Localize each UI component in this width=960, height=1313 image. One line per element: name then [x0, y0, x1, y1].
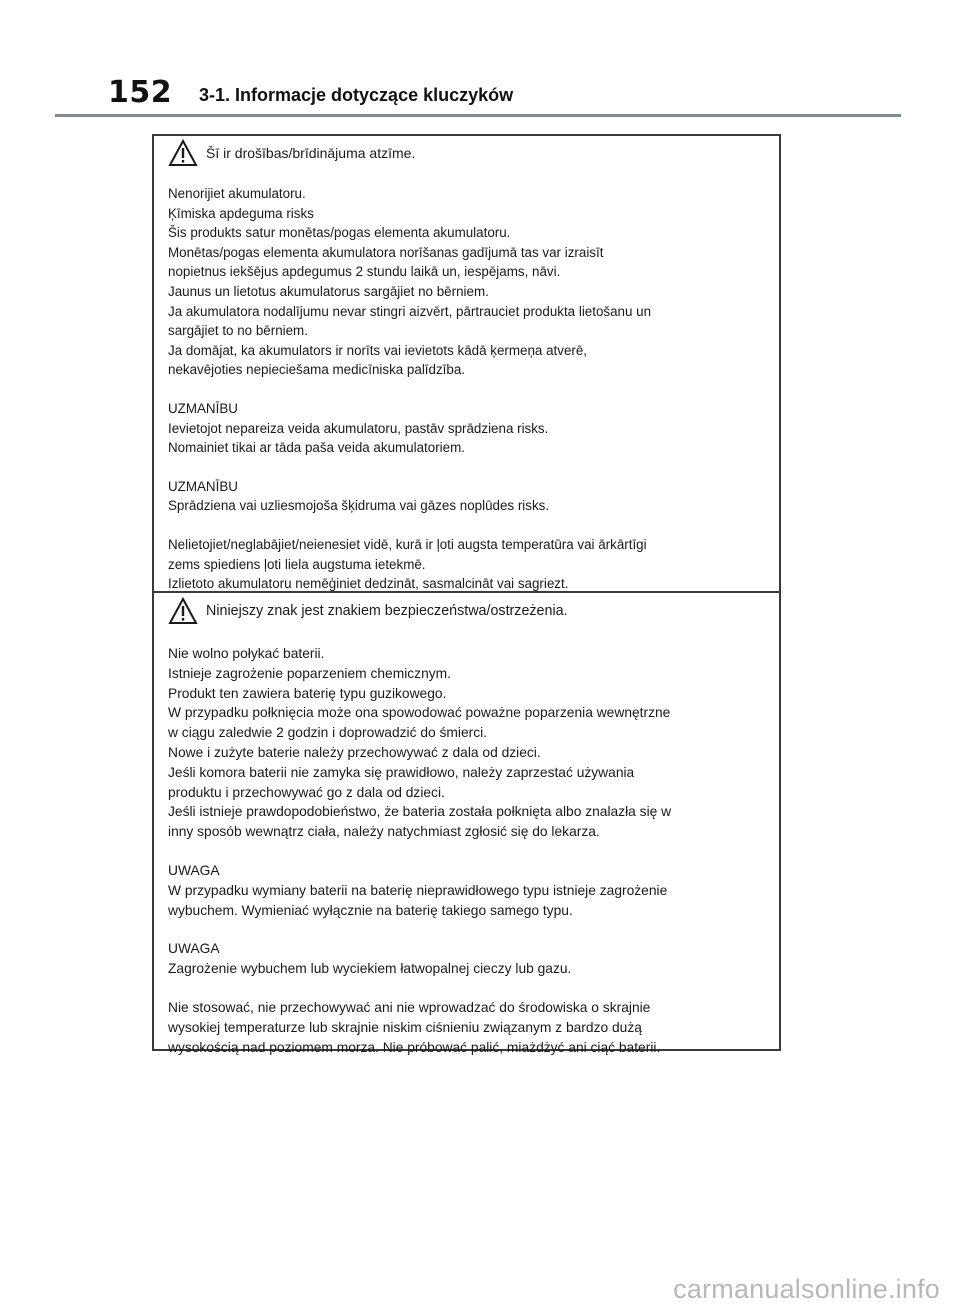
text-line: w ciągu zaledwie 2 godzin i doprowadzić do śmierci.	[168, 725, 488, 741]
panel-divider	[154, 591, 779, 593]
text-line: produktu i przechowywać go z dala od dzieci.	[168, 784, 445, 800]
text-line: Izlietoto akumulatoru nemēģiniet dedzināt, sasmalcināt vai sagriezt.	[168, 576, 569, 592]
text-line: Ievietojot nepareiza veida akumulatoru, pastāv sprādziena risks.	[168, 420, 549, 436]
header-rule	[55, 114, 901, 117]
text-line: W przypadku połknięcia może ona spowodować poważne poparzenia wewnętrzne	[168, 705, 671, 721]
paragraph-caution-explosion	[168, 939, 769, 979]
panel-heading	[168, 596, 769, 626]
warning-panel-latvian	[154, 136, 779, 592]
text-line: Jaunus un lietotus akumulatorus sargājiet no bērniem.	[168, 283, 489, 299]
text-line: Nie wolno połykać baterii.	[168, 646, 325, 661]
panel-heading	[168, 138, 769, 168]
text-line: Nie stosować, nie przechowywać ani nie wprowadzać do środowiska o skrajnie	[168, 999, 651, 1015]
text-line: wysokością nad poziomem morza. Nie próbować palić, miażdżyć ani ciąć baterii.	[168, 1039, 661, 1055]
text-line: Zagrożenie wybuchem lub wyciekiem łatwopalnej cieczy lub gazu.	[168, 961, 572, 977]
page-header	[0, 0, 960, 120]
warning-triangle-icon	[168, 597, 198, 625]
panel-heading-text: Šī ir drošības/brīdinājuma atzīme.	[206, 145, 416, 161]
text-line: Jeśli istnieje prawdopodobieństwo, że bateria została połknięta albo znalazła się w	[168, 804, 672, 820]
text-line: nopietnus iekšējus apdegumus 2 stundu laikā un, iespējams, nāvi.	[168, 264, 561, 280]
warning-triangle-icon	[168, 139, 198, 167]
panel-heading-text: Niniejszy znak jest znakiem bezpieczeństwa/ostrzeżenia.	[206, 603, 568, 619]
text-line: inny sposób wewnątrz ciała, należy natychmiast zgłosić się do lekarza.	[168, 824, 600, 840]
text-line: UWAGA	[168, 862, 220, 878]
paragraph-ingestion	[168, 184, 769, 380]
text-line: Ja domājat, ka akumulators ir norīts vai ievietots kādā ķermeņa atverē,	[168, 342, 588, 358]
text-line: Jeśli komora baterii nie zamyka się prawidłowo, należy zaprzestać używania	[168, 764, 635, 780]
text-line: Nenorijiet akumulatoru.	[168, 186, 306, 201]
paragraph-environment	[168, 998, 769, 1057]
text-line: wysokiej temperaturze lub skrajnie niskim ciśnieniu związanym z bardzo dużą	[168, 1019, 642, 1035]
paragraph-caution-explosion	[168, 477, 769, 516]
text-line: UZMANĪBU	[168, 400, 238, 416]
text-line: nekavējoties nepieciešama medicīniska palīdzība.	[168, 362, 465, 378]
text-line: wybuchem. Wymieniać wyłącznie na baterię takiego samego typu.	[168, 902, 573, 918]
text-line: Monētas/pogas elementa akumulatora norīšanas gadījumā tas var izraisīt	[168, 244, 604, 260]
watermark: carmanualsonline.info	[673, 1274, 940, 1304]
text-line: Nomainiet tikai ar tāda paša veida akumulatoriem.	[168, 440, 465, 456]
text-line: Šis produkts satur monētas/pogas elementa akumulatoru.	[168, 225, 511, 241]
text-line: zems spiediens ļoti liela augstuma ietekmē.	[168, 556, 426, 572]
text-line: Nowe i zużyte baterie należy przechowywać z dala od dzieci.	[168, 744, 541, 760]
text-line: W przypadku wymiany baterii na baterię nieprawidłowego typu istnieje zagrożenie	[168, 882, 668, 898]
text-line: sargājiet to no bērniem.	[168, 323, 308, 339]
paragraph-caution-replacement	[168, 861, 769, 920]
page-number: 152	[108, 75, 173, 110]
text-line: Istnieje zagrożenie poparzeniem chemicznym.	[168, 665, 451, 681]
text-line: Nelietojiet/neglabājiet/neienesiet vidē, kurā ir ļoti augsta temperatūra vai ārkārtīgi	[168, 536, 647, 552]
paragraph-caution-replacement	[168, 399, 769, 458]
warning-panel-polish	[154, 594, 779, 1055]
text-line: UWAGA	[168, 941, 220, 957]
text-line: Ja akumulatora nodalījumu nevar stingri aizvērt, pārtrauciet produkta lietošanu un	[168, 303, 652, 319]
battery-warning-box	[152, 134, 781, 1055]
paragraph-environment	[168, 535, 769, 594]
text-line: Sprādziena vai uzliesmojoša šķidruma vai gāzes noplūdes risks.	[168, 498, 550, 514]
text-line: UZMANĪBU	[168, 478, 238, 494]
text-line: Produkt ten zawiera baterię typu guzikowego.	[168, 685, 447, 701]
text-line: Ķīmiska apdeguma risks	[168, 205, 314, 221]
section-title: 3-1. Informacje dotyczące kluczyków	[199, 85, 514, 105]
paragraph-ingestion	[168, 644, 769, 842]
